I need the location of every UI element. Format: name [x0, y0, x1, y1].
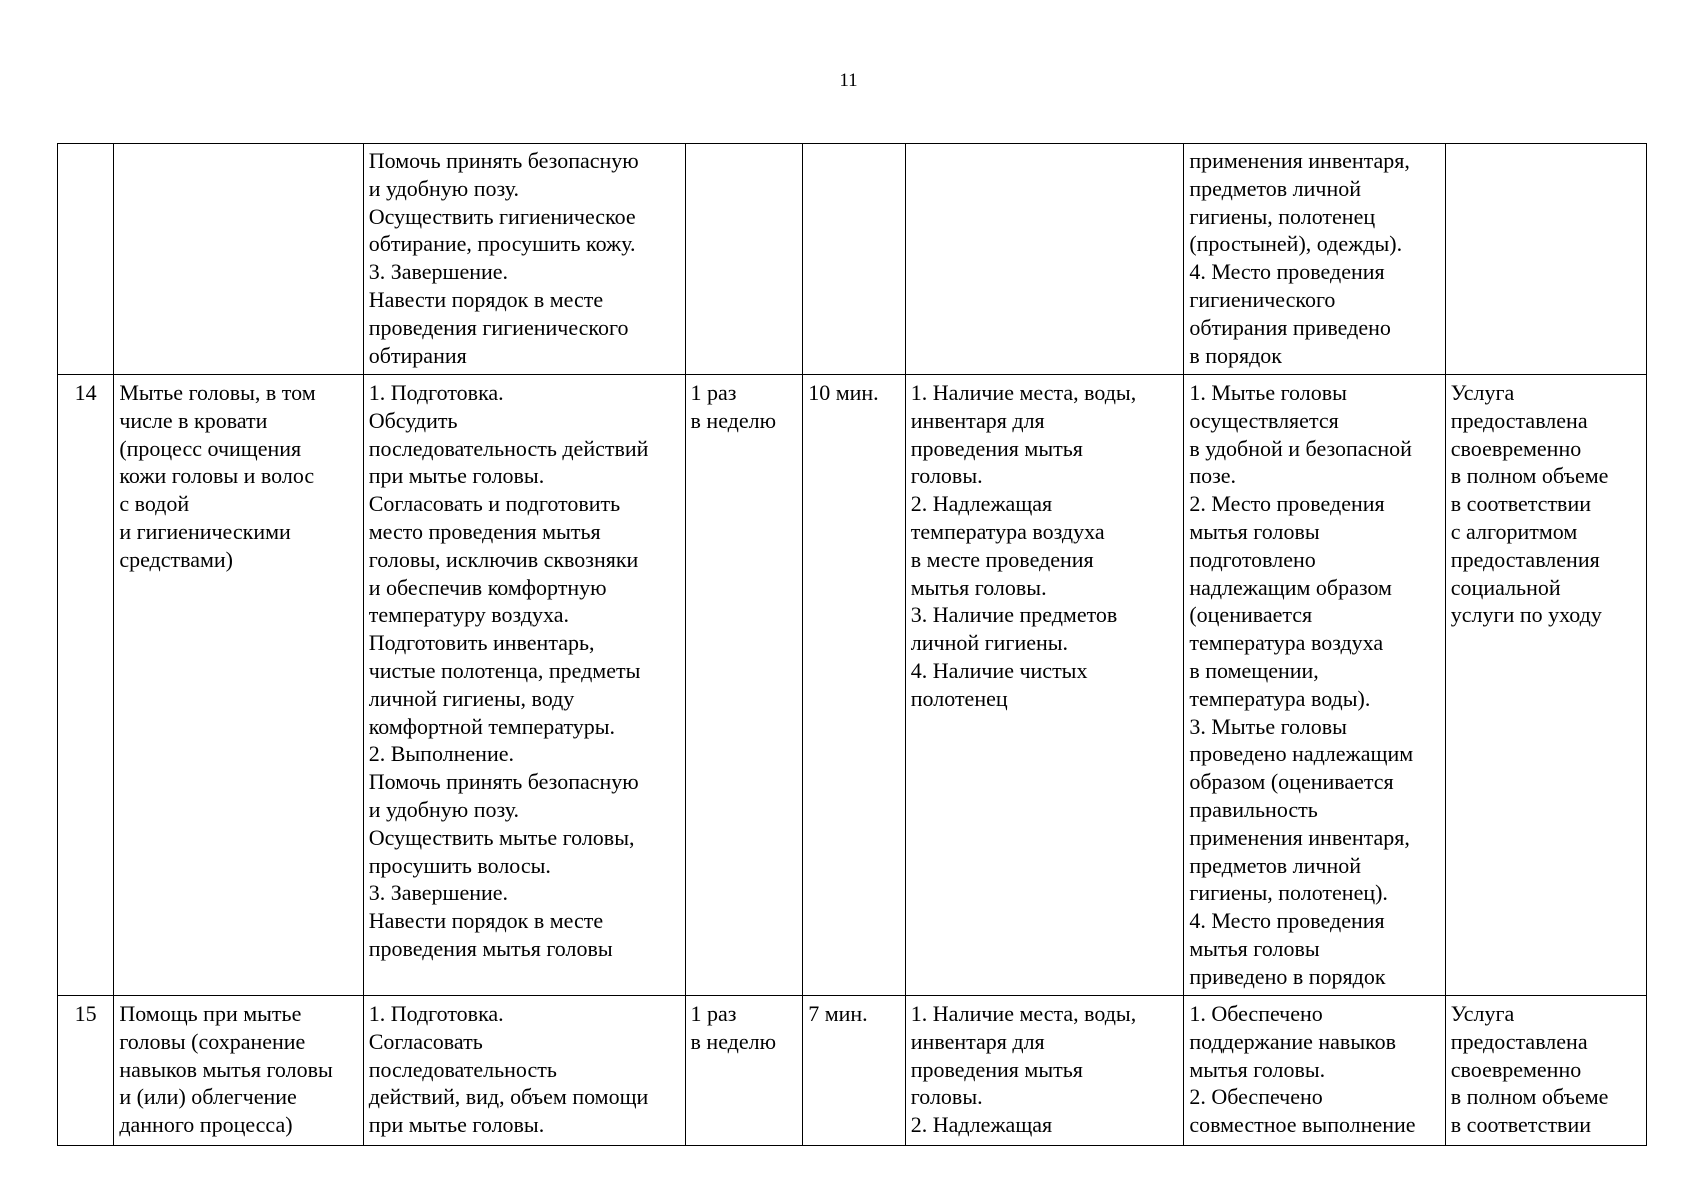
cell-text-line: личной гигиены, воду	[368, 685, 575, 711]
cell-duration	[803, 144, 906, 375]
cell-text-line: услуги по уходу	[1450, 602, 1602, 628]
cell-text-line: действий, вид, объем помощи	[368, 1084, 649, 1110]
cell-text-line: 1. Подготовка.	[368, 380, 504, 405]
cell-conditions	[905, 375, 1184, 996]
cell-text-line: своевременно	[1450, 1056, 1582, 1082]
cell-text-line: место проведения мытья	[368, 518, 601, 544]
cell-text-line: Навести порядок в месте	[368, 908, 604, 934]
cell-text-line: приведено в порядок	[1189, 963, 1386, 989]
cell-text-line: (процесс очищения	[119, 435, 302, 461]
cell-text-line: предоставлена	[1450, 1028, 1588, 1054]
page-number: 11	[839, 70, 858, 91]
cell-text-line: личной гигиены.	[910, 630, 1069, 656]
cell-text-line: с алгоритмом	[1450, 518, 1578, 544]
cell-text-line: 3. Завершение.	[368, 259, 509, 285]
cell-quality	[1184, 144, 1445, 375]
cell-text-line: (оценивается	[1189, 602, 1313, 628]
cell-service-name	[114, 144, 363, 375]
cell-text-line: Помочь принять безопасную	[368, 769, 639, 795]
cell-text-line: температуру воздуха.	[368, 602, 569, 628]
cell-text-line: предметов личной	[1189, 852, 1362, 878]
cell-text-line: поддержание навыков	[1189, 1028, 1397, 1054]
cell-text-line: с водой	[119, 491, 190, 517]
cell-text-line: температура воздуха	[1189, 630, 1384, 656]
cell-evaluation	[1445, 375, 1646, 996]
cell-text-line: 10 мин.	[808, 380, 879, 405]
cell-text-line: предоставления	[1450, 546, 1600, 572]
cell-service-name	[114, 375, 363, 996]
cell-text-line: проведения мытья	[910, 1056, 1083, 1082]
cell-text-line: Обсудить	[368, 407, 458, 433]
table-row-15	[58, 996, 1647, 1146]
cell-text-line: надлежащим образом	[1189, 574, 1392, 600]
cell-text-line: (простыней), одежды).	[1189, 231, 1403, 257]
cell-text-line: при мытье головы.	[368, 463, 545, 489]
cell-text-line: Осуществить гигиеническое	[368, 203, 636, 229]
cell-text-line: в полном объеме	[1450, 1084, 1609, 1110]
cell-text-line: и обеспечив комфортную	[368, 574, 607, 600]
cell-text-line: своевременно	[1450, 435, 1582, 461]
cell-text-line: предметов личной	[1189, 175, 1362, 201]
cell-frequency	[685, 375, 803, 996]
cell-text-line: 2. Место проведения	[1189, 491, 1385, 517]
cell-text-line: гигиенического	[1189, 286, 1336, 312]
cell-text-line: применения инвентаря,	[1189, 148, 1410, 173]
cell-text-line: и удобную позу.	[368, 796, 520, 822]
cell-text-line: проведения гигиенического	[368, 314, 629, 340]
cell-text-line: головы (сохранение	[119, 1028, 306, 1054]
cell-text-line: обтирания	[368, 342, 467, 368]
cell-text-line: Навести порядок в месте	[368, 286, 604, 312]
cell-text-line: в полном объеме	[1450, 463, 1609, 489]
cell-procedure	[363, 996, 685, 1146]
cell-text-line: проведения мытья	[910, 435, 1083, 461]
table-row-continued	[58, 144, 1647, 375]
cell-number: 15	[58, 996, 114, 1146]
cell-text-line: просушить волосы.	[368, 852, 551, 878]
cell-text-line: мытья головы	[1189, 518, 1320, 544]
cell-text-line: в удобной и безопасной	[1189, 435, 1412, 461]
cell-text-line: чистые полотенца, предметы	[368, 657, 641, 683]
cell-text-line: Услуга	[1450, 380, 1515, 405]
cell-text-line: в неделю	[690, 1028, 777, 1054]
table-row-14	[58, 375, 1647, 996]
cell-text-line: головы.	[910, 463, 983, 489]
cell-text-line: Услуга	[1450, 1001, 1515, 1026]
cell-text-line: головы.	[910, 1084, 983, 1110]
cell-text-line: в соответствии	[1450, 491, 1591, 517]
cell-text-line: в месте проведения	[910, 546, 1094, 572]
cell-text-line: мытья головы.	[910, 574, 1047, 600]
cell-text-line: 7 мин.	[808, 1001, 868, 1026]
cell-text-line: правильность	[1189, 796, 1318, 822]
cell-text-line: 1. Мытье головы	[1189, 380, 1347, 405]
cell-text-line: головы, исключив сквозняки	[368, 546, 639, 572]
cell-text-line: 3. Мытье головы	[1189, 713, 1347, 739]
cell-text-line: данного процесса)	[119, 1112, 293, 1138]
cell-text-line: в соответствии	[1450, 1112, 1591, 1138]
cell-text-line: комфортной температуры.	[368, 713, 616, 739]
cell-evaluation	[1445, 996, 1646, 1146]
cell-text-line: гигиены, полотенец).	[1189, 880, 1388, 906]
cell-conditions	[905, 144, 1184, 375]
cell-text-line: проведения мытья головы	[368, 935, 613, 961]
cell-text-line: позе.	[1189, 463, 1237, 489]
cell-text-line: социальной	[1450, 574, 1561, 600]
cell-text-line: полотенец	[910, 685, 1008, 711]
cell-evaluation	[1445, 144, 1646, 375]
cell-text-line: и (или) облегчение	[119, 1084, 297, 1110]
cell-text-line: 1. Наличие места, воды,	[910, 380, 1137, 405]
cell-text-line: подготовлено	[1189, 546, 1316, 572]
cell-text-line: осуществляется	[1189, 407, 1339, 433]
cell-duration	[803, 996, 906, 1146]
cell-text-line: совместное выполнение	[1189, 1112, 1416, 1138]
services-table	[57, 143, 1647, 1146]
cell-text-line: последовательность	[368, 1056, 557, 1082]
cell-text-line: в порядок	[1189, 342, 1282, 368]
cell-text-line: 3. Завершение.	[368, 880, 509, 906]
cell-text-line: последовательность действий	[368, 435, 649, 461]
cell-text-line: в неделю	[690, 407, 777, 433]
cell-text-line: образом (оценивается	[1189, 769, 1394, 795]
cell-text-line: 1. Подготовка.	[368, 1001, 504, 1026]
cell-text-line: предоставлена	[1450, 407, 1588, 433]
cell-text-line: гигиены, полотенец	[1189, 203, 1376, 229]
cell-text-line: 1. Обеспечено	[1189, 1001, 1323, 1026]
cell-duration	[803, 375, 906, 996]
cell-text-line: 1 раз	[690, 380, 737, 405]
cell-text-line: инвентаря для	[910, 1028, 1045, 1054]
cell-text-line: 4. Место проведения	[1189, 259, 1385, 285]
cell-frequency	[685, 996, 803, 1146]
cell-text-line: мытья головы	[1189, 935, 1320, 961]
cell-text-line: и удобную позу.	[368, 175, 520, 201]
cell-text-line: применения инвентаря,	[1189, 824, 1410, 850]
cell-text-line: 2. Обеспечено	[1189, 1084, 1323, 1110]
cell-text-line: инвентаря для	[910, 407, 1045, 433]
cell-text-line: 4. Место проведения	[1189, 908, 1385, 934]
cell-quality	[1184, 996, 1445, 1146]
cell-procedure	[363, 144, 685, 375]
cell-text-line: проведено надлежащим	[1189, 741, 1414, 767]
cell-text-line: числе в кровати	[119, 407, 268, 433]
cell-number: 14	[58, 375, 114, 996]
cell-text-line: 1. Наличие места, воды,	[910, 1001, 1137, 1026]
cell-text-line: 4. Наличие чистых	[910, 657, 1088, 683]
cell-text-line: Согласовать и подготовить	[368, 491, 621, 517]
cell-text-line: Помочь принять безопасную	[368, 148, 639, 173]
cell-text-line: 2. Надлежащая	[910, 1112, 1053, 1138]
cell-text-line: 2. Выполнение.	[368, 741, 514, 767]
cell-text-line: в помещении,	[1189, 657, 1319, 683]
cell-text-line: навыков мытья головы	[119, 1056, 333, 1082]
cell-frequency	[685, 144, 803, 375]
cell-text-line: и гигиеническими	[119, 518, 291, 544]
cell-text-line: обтирание, просушить кожу.	[368, 231, 636, 257]
cell-text-line: Согласовать	[368, 1028, 483, 1054]
cell-text-line: Осуществить мытье головы,	[368, 824, 635, 850]
cell-service-name	[114, 996, 363, 1146]
cell-text-line: средствами)	[119, 546, 234, 572]
cell-text-line: кожи головы и волос	[119, 463, 315, 489]
cell-text-line: 3. Наличие предметов	[910, 602, 1118, 628]
cell-text-line: 2. Надлежащая	[910, 491, 1053, 517]
cell-text-line: 1 раз	[690, 1001, 737, 1026]
cell-text-line: Помощь при мытье	[119, 1001, 302, 1026]
cell-text-line: обтирания приведено	[1189, 314, 1391, 340]
cell-text-line: температура воды).	[1189, 685, 1371, 711]
cell-procedure	[363, 375, 685, 996]
cell-number	[58, 144, 114, 375]
cell-text-line: мытья головы.	[1189, 1056, 1326, 1082]
cell-conditions	[905, 996, 1184, 1146]
cell-text-line: температура воздуха	[910, 518, 1105, 544]
cell-text-line: при мытье головы.	[368, 1112, 545, 1138]
cell-text-line: Подготовить инвентарь,	[368, 630, 595, 656]
cell-quality	[1184, 375, 1445, 996]
cell-text-line: Мытье головы, в том	[119, 380, 316, 405]
